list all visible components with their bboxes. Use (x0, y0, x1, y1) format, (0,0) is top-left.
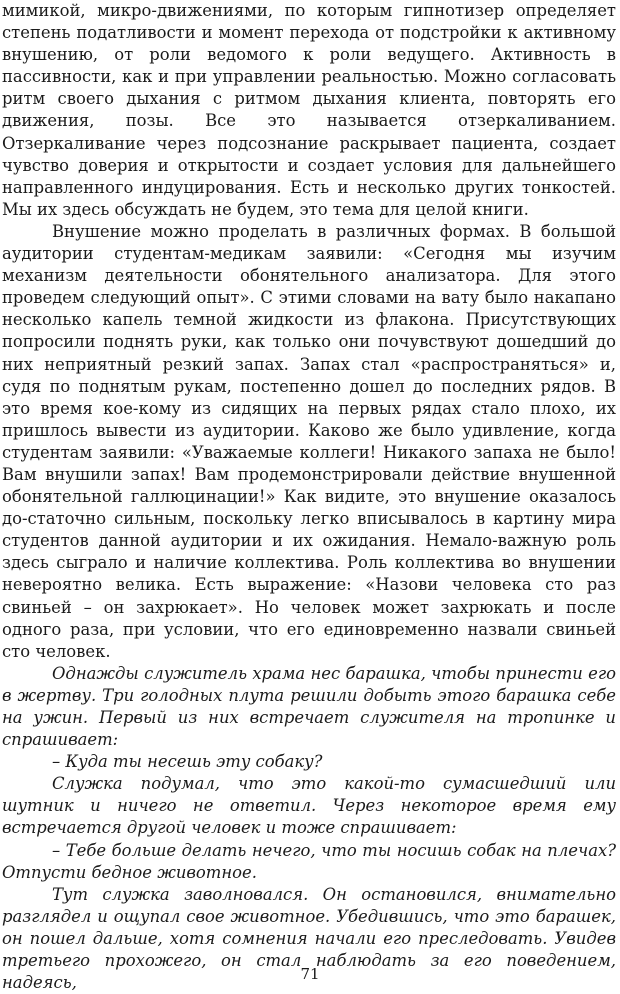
body-text (2, 0, 616, 994)
parable-dialogue-1: – Куда ты несешь эту собаку? (52, 752, 323, 772)
parable-paragraph-3: Тут служка заволновался. Он остановился, внимательно разглядел и ощупал свое животное. Убедившись, что это барашек, он пошел дальше, хотя сомнения начали его преследовать. Увидев третьего прохожего, он стал наблюдать за его поведением, надеясь, (2, 884, 616, 993)
paragraph-2: Внушение можно проделать в различных формах. В большой аудитории студентам-медикам заявили: «Сегодня мы изучим механизм деятельности обонятельного анализатора. Для этого проведем следующий опыт». С этими словами на вату было накапано несколько капель темной жидкости из флакона. Присутствующих попросили поднять руки, как только они почувствуют дошедший до них неприятный резкий запах. Запах стал «распространяться» и, судя по поднятым рукам, постепенно дошел до последних рядов. В это время кое-кому из сидящих на первых рядах стало плохо, их пришлось вывести из аудитории. Каково же было удивление, когда студентам заявили: «Уважаемые коллеги! Никакого запаха не было! Вам внушили запах! Вам продемонстрировали действие внушенной обонятельной галлюцинации!» Как видите, это внушение оказалось до-статочно сильным, поскольку легко вписывалось в картину мира студентов данной аудитории и их ожидания. Немало-важную роль здесь сыграло и наличие коллектива. Роль коллектива во внушении невероятно велика. Есть выражение: «Назови человека сто раз свиньей – он захрюкает». Но человек может захрюкать и после одного раза, при условии, что его единовременно назвали свиньей сто человек. (2, 221, 616, 661)
parable-paragraph-1: Однажды служитель храма нес барашка, чтобы принести его в жертву. Три голодных плута решили добыть этого барашка себе на ужин. Первый из них встречает служителя на тропинке и спрашивает: (2, 663, 616, 750)
page-number: 71 (300, 965, 320, 983)
parable-paragraph-2: Служка подумал, что это какой-то сумасшедший или шутник и ничего не ответил. Через некоторое время ему встречается другой человек и тоже спрашивает: (2, 774, 616, 838)
parable-dialogue-2: – Тебе больше делать нечего, что ты носишь собак на плечах? Отпусти бедное животное. (2, 840, 616, 882)
paragraph-1: мимикой, микро-движениями, по которым гипнотизер определяет степень податливости и момент перехода от подстройки к активному внушению, от роли ведомого к роли ведущего. Активность в пассивности, как и при управлении реальностью. Можно согласовать ритм своего дыхания с ритмом дыхания клиента, повторять его движения, позы. Все это называется отзеркаливанием. Отзеркаливание через подсознание раскрывает пациента, создает чувство доверия и открытости и создает условия для дальнейшего направленного индуцирования. Есть и несколько других тонкостей. Мы их здесь обсуждать не будем, это тема для целой книги. (2, 1, 616, 219)
